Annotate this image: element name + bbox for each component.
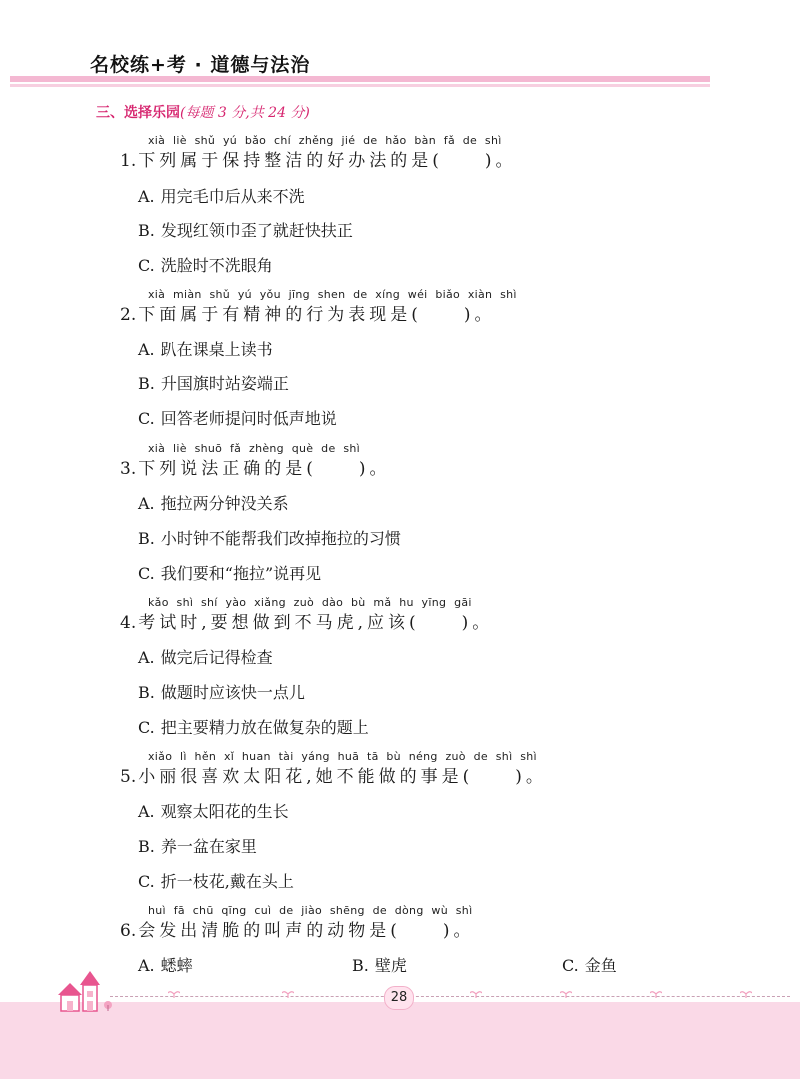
question-5-number: 5. xyxy=(120,767,137,787)
sprout-icon xyxy=(650,990,662,998)
option-letter: C. xyxy=(138,718,155,737)
option-letter: B. xyxy=(352,956,369,975)
question-2-number: 2. xyxy=(120,305,137,325)
option-text: 我们要和“拖拉”说再见 xyxy=(160,564,322,583)
option-letter: C. xyxy=(562,956,579,975)
option-text: 用完毛巾后从来不洗 xyxy=(160,187,305,206)
question-1-text: 下列属于保持整洁的好办法的是( )。 xyxy=(138,151,517,171)
question-1-pinyin: xià liè shǔ yú bǎo chí zhěng jié de hǎo bàn fǎ de shì xyxy=(148,134,502,147)
page-number: 28 xyxy=(384,986,414,1010)
question-3-option-c[interactable] xyxy=(138,562,321,586)
option-letter: C. xyxy=(138,564,155,583)
house-icon xyxy=(50,965,125,1015)
header-decorative-band xyxy=(10,76,710,90)
question-1-option-b[interactable] xyxy=(138,219,353,243)
option-text: 拖拉两分钟没关系 xyxy=(160,494,289,513)
question-1-option-c[interactable] xyxy=(138,254,273,278)
question-2-stem xyxy=(120,303,760,327)
question-3-number: 3. xyxy=(120,459,137,479)
question-1-stem xyxy=(120,149,760,173)
question-2-text: 下面属于有精神的行为表现是( )。 xyxy=(138,305,496,325)
question-5-text: 小丽很喜欢太阳花,她不能做的事是( )。 xyxy=(138,767,547,787)
question-3-stem xyxy=(120,457,760,481)
option-letter: B. xyxy=(138,683,155,702)
question-4 xyxy=(120,596,760,635)
question-3-option-a[interactable] xyxy=(138,492,289,516)
option-letter: A. xyxy=(138,340,155,359)
footer-dashed-line xyxy=(110,996,790,997)
question-5-pinyin: xiǎo lì hěn xǐ huan tài yáng huā tā bù néng zuò de shì shì xyxy=(148,750,537,763)
option-letter: B. xyxy=(138,374,155,393)
option-text: 小时钟不能帮我们改掉拖拉的习惯 xyxy=(160,529,401,548)
question-1 xyxy=(120,134,760,173)
header-band-stripe-1 xyxy=(10,76,710,82)
question-6-number: 6. xyxy=(120,921,137,941)
question-1-option-a[interactable] xyxy=(138,185,305,209)
option-text: 观察太阳花的生长 xyxy=(160,802,289,821)
question-2-option-c[interactable] xyxy=(138,407,337,431)
question-4-number: 4. xyxy=(120,613,137,633)
question-3-text: 下列说法正确的是( )。 xyxy=(138,459,391,479)
section-title-label: 三、选择乐园 xyxy=(96,105,180,121)
question-4-pinyin: kǎo shì shí yào xiǎng zuò dào bù mǎ hu yīng gāi xyxy=(148,596,472,609)
option-text: 壁虎 xyxy=(374,956,407,975)
question-3-option-b[interactable] xyxy=(138,527,401,551)
question-2-pinyin: xià miàn shǔ yú yǒu jīng shen de xíng wéi biǎo xiàn shì xyxy=(148,288,517,301)
option-letter: B. xyxy=(138,221,155,240)
option-letter: A. xyxy=(138,648,155,667)
option-letter: A. xyxy=(138,494,155,513)
question-6-option-c[interactable] xyxy=(562,954,617,978)
section-title xyxy=(96,102,310,122)
question-4-option-a[interactable] xyxy=(138,646,273,670)
question-4-option-c[interactable] xyxy=(138,716,369,740)
option-text: 做题时应该快一点儿 xyxy=(160,683,305,702)
question-5-option-c[interactable] xyxy=(138,870,294,894)
option-letter: C. xyxy=(138,256,155,275)
option-text: 发现红领巾歪了就赶快扶正 xyxy=(160,221,353,240)
option-text: 趴在课桌上读书 xyxy=(160,340,273,359)
option-letter: B. xyxy=(138,837,155,856)
sprout-icon xyxy=(740,990,752,998)
question-3-pinyin: xià liè shuō fǎ zhèng què de shì xyxy=(148,442,360,455)
question-4-option-b[interactable] xyxy=(138,681,305,705)
option-letter: B. xyxy=(138,529,155,548)
sprout-icon xyxy=(282,990,294,998)
option-letter: A. xyxy=(138,187,155,206)
option-text: 洗脸时不洗眼角 xyxy=(160,256,273,275)
option-text: 折一枝花,戴在头上 xyxy=(160,872,294,891)
sprout-icon xyxy=(560,990,572,998)
sprout-icon xyxy=(168,990,180,998)
question-5-stem xyxy=(120,765,760,789)
option-letter: C. xyxy=(138,872,155,891)
option-text: 养一盆在家里 xyxy=(160,837,257,856)
question-6-option-b[interactable] xyxy=(352,954,407,978)
sprout-icon xyxy=(470,990,482,998)
question-1-number: 1. xyxy=(120,151,137,171)
option-text: 金鱼 xyxy=(584,956,617,975)
question-5-option-b[interactable] xyxy=(138,835,257,859)
question-6-pinyin: huì fā chū qīng cuì de jiào shēng de dòng wù shì xyxy=(148,904,473,917)
question-4-stem xyxy=(120,611,760,635)
section-score-note: (每题 3 分,共 24 分) xyxy=(180,105,310,121)
question-6-option-a[interactable] xyxy=(138,954,193,978)
option-text: 蟋蟀 xyxy=(160,956,193,975)
option-text: 升国旗时站姿端正 xyxy=(160,374,289,393)
question-4-text: 考试时,要想做到不马虎,应该( )。 xyxy=(138,613,494,633)
question-2 xyxy=(120,288,760,327)
option-text: 回答老师提问时低声地说 xyxy=(160,409,337,428)
header-band-stripe-2 xyxy=(10,84,710,87)
option-text: 做完后记得检查 xyxy=(160,648,273,667)
question-5-option-a[interactable] xyxy=(138,800,289,824)
option-letter: A. xyxy=(138,956,155,975)
option-text: 把主要精力放在做复杂的题上 xyxy=(160,718,369,737)
question-6-stem xyxy=(120,919,760,943)
option-letter: A. xyxy=(138,802,155,821)
option-letter: C. xyxy=(138,409,155,428)
question-2-option-a[interactable] xyxy=(138,338,273,362)
question-5 xyxy=(120,750,760,789)
question-2-option-b[interactable] xyxy=(138,372,289,396)
question-6 xyxy=(120,904,760,943)
question-3 xyxy=(120,442,760,481)
page-header-title: 名校练+考 · 道德与法治 xyxy=(90,54,311,76)
question-6-text: 会发出清脆的叫声的动物是( )。 xyxy=(138,921,475,941)
